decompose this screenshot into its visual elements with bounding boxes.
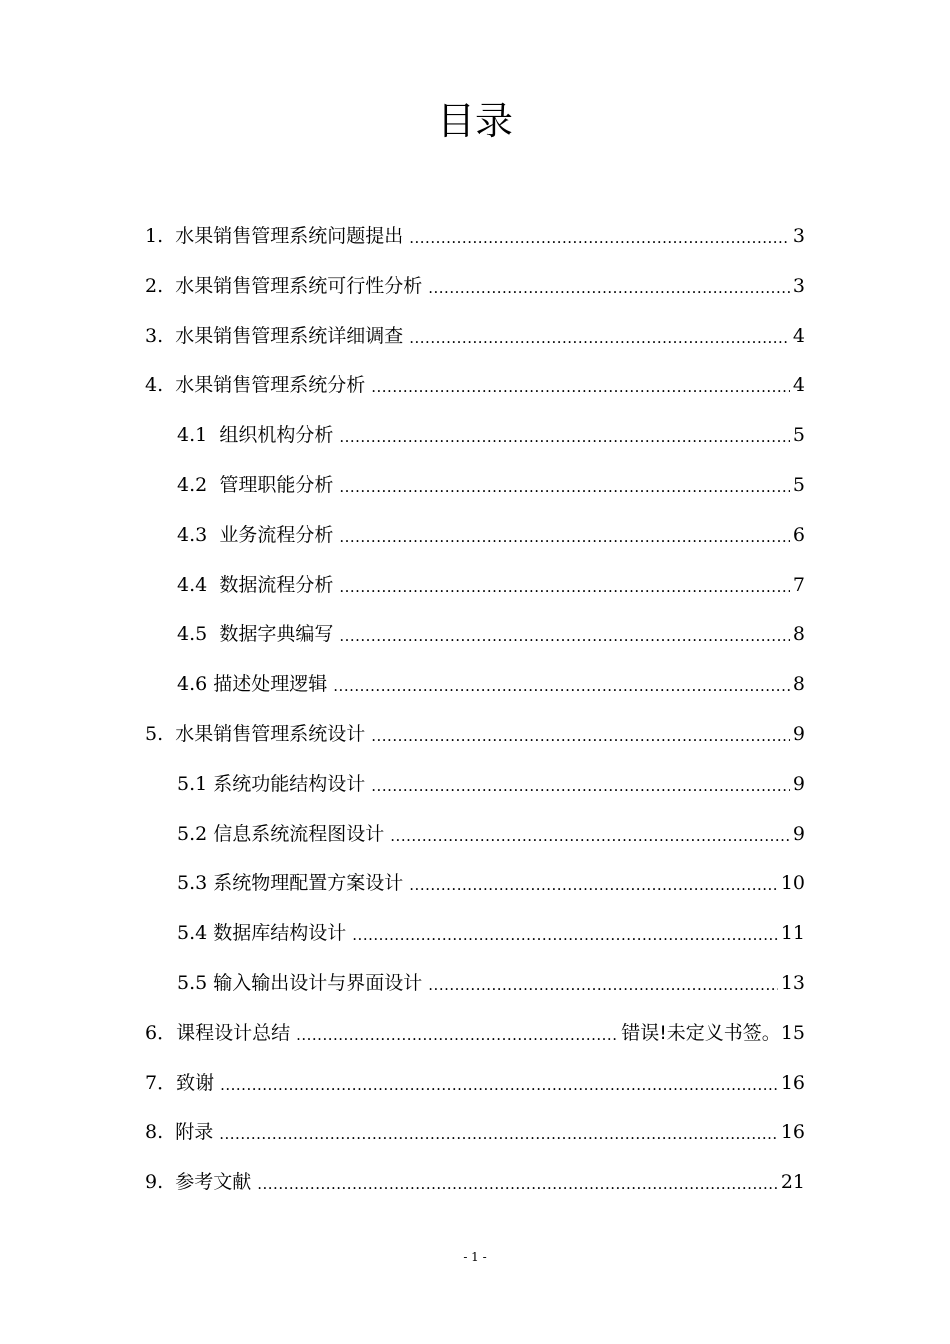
toc-entry-title: 系统物理配置方案设计 — [213, 872, 404, 894]
toc-entry-number: 6． — [145, 1022, 177, 1044]
toc-entry-page-number: 10 — [780, 872, 805, 894]
toc-entry-page-number: 11 — [780, 922, 805, 944]
toc-dot-leader — [333, 674, 790, 698]
toc-entry-title: 水果销售管理系统可行性分析 — [175, 275, 423, 297]
toc-entry-number: 3. — [145, 325, 164, 347]
toc-entry-number: 5. — [145, 723, 164, 745]
toc-dot-leader — [428, 276, 790, 300]
toc-entry-number: 4.3 — [177, 524, 208, 546]
page-title: 目录 — [436, 99, 513, 143]
toc-dot-leader — [409, 226, 790, 250]
toc-entry-title: 数据流程分析 — [219, 574, 334, 596]
toc-entry-spacer — [207, 571, 219, 599]
toc-entry-page-number: 9 — [792, 823, 805, 845]
toc-entry-title: 参考文献 — [175, 1171, 252, 1193]
toc-entry-number: 8. — [145, 1121, 164, 1143]
toc-entry[interactable] — [177, 571, 805, 599]
toc-entry[interactable] — [145, 222, 805, 250]
toc-dot-leader — [428, 973, 778, 997]
toc-dot-leader — [219, 1122, 778, 1146]
toc-entry-error-note: 错误!未定义书签。 — [621, 1022, 781, 1044]
toc-entry-spacer — [163, 1168, 175, 1196]
toc-entry-spacer — [163, 1118, 175, 1146]
toc-entry-number: 5.3 — [177, 872, 208, 894]
toc-dot-leader — [390, 824, 790, 848]
toc-dot-leader — [339, 475, 790, 499]
toc-entry-title: 描述处理逻辑 — [213, 673, 328, 695]
toc-dot-leader — [339, 525, 790, 549]
page-number-footer: - 1 - — [463, 1250, 487, 1264]
toc-entry-number: 5.1 — [177, 773, 208, 795]
toc-entry-page-number: 8 — [792, 623, 805, 645]
toc-entry-number: 5.4 — [177, 922, 208, 944]
toc-entry-spacer — [207, 620, 219, 648]
toc-entry-title: 课程设计总结 — [176, 1022, 291, 1044]
toc-entry-spacer — [207, 521, 219, 549]
toc-dot-leader — [409, 326, 790, 350]
toc-entry[interactable] — [177, 421, 805, 449]
toc-entry-title: 数据字典编写 — [219, 623, 334, 645]
toc-entry-page-number: 9 — [792, 773, 805, 795]
toc-entry[interactable] — [177, 869, 805, 897]
toc-entry-spacer — [163, 371, 175, 399]
toc-entry[interactable] — [177, 820, 805, 848]
toc-entry[interactable] — [145, 371, 805, 399]
toc-entry-page-number: 4 — [792, 325, 805, 347]
toc-entry-page-number: 7 — [792, 574, 805, 596]
toc-entry-title: 组织机构分析 — [219, 424, 334, 446]
toc-entry-number: 4.5 — [177, 623, 208, 645]
toc-entry-title: 水果销售管理系统问题提出 — [175, 225, 404, 247]
toc-entry-number: 7． — [145, 1072, 177, 1094]
toc-dot-leader — [296, 1023, 618, 1047]
toc-entry-page-number: 16 — [780, 1121, 805, 1143]
toc-entry-page-number: 3 — [792, 225, 805, 247]
toc-entry[interactable] — [177, 670, 805, 698]
toc-entry[interactable] — [145, 322, 805, 350]
toc-entry-page-number: 21 — [780, 1171, 805, 1193]
toc-entry-spacer — [163, 720, 175, 748]
toc-entry-page-number: 9 — [792, 723, 805, 745]
toc-dot-leader — [339, 425, 790, 449]
toc-entry-spacer — [207, 471, 219, 499]
toc-dot-leader — [257, 1172, 778, 1196]
toc-dot-leader — [220, 1073, 778, 1097]
toc-entry[interactable] — [145, 1118, 805, 1146]
toc-entry[interactable] — [177, 471, 805, 499]
toc-entry-number: 4.4 — [177, 574, 208, 596]
toc-entry-spacer — [163, 272, 175, 300]
toc-entry-spacer — [163, 222, 175, 250]
toc-dot-leader — [371, 375, 790, 399]
toc-entry[interactable] — [145, 1168, 805, 1196]
toc-entry-number: 5.5 — [177, 972, 208, 994]
toc-entry[interactable] — [145, 272, 805, 300]
toc-entry-number: 4.6 — [177, 673, 208, 695]
toc-entry-page-number: 8 — [792, 673, 805, 695]
toc-dot-leader — [339, 575, 790, 599]
toc-entry[interactable] — [145, 1019, 805, 1047]
toc-entry-spacer — [163, 322, 175, 350]
toc-entry-title: 输入输出设计与界面设计 — [213, 972, 423, 994]
toc-entry-number: 9. — [145, 1171, 164, 1193]
toc-entry-number: 1. — [145, 225, 164, 247]
toc-entry-title: 管理职能分析 — [219, 474, 334, 496]
toc-dot-leader — [339, 624, 790, 648]
toc-entry-title: 水果销售管理系统设计 — [175, 723, 366, 745]
toc-entry-spacer — [207, 421, 219, 449]
toc-entry[interactable] — [177, 919, 805, 947]
toc-dot-leader — [352, 923, 778, 947]
toc-entry-page-number: 5 — [792, 474, 805, 496]
toc-entry-title: 水果销售管理系统详细调查 — [175, 325, 404, 347]
toc-entry-page-number: 5 — [792, 424, 805, 446]
toc-entry[interactable] — [177, 969, 805, 997]
toc-entry-page-number: 3 — [792, 275, 805, 297]
toc-entry[interactable] — [177, 620, 805, 648]
toc-entry-page-number: 6 — [792, 524, 805, 546]
toc-entry-page-number: 4 — [792, 374, 805, 396]
toc-entry-title: 数据库结构设计 — [213, 922, 347, 944]
toc-entry-page-number: 16 — [780, 1072, 805, 1094]
toc-entry[interactable] — [145, 1069, 805, 1097]
toc-entry[interactable] — [145, 720, 805, 748]
toc-entry-title: 信息系统流程图设计 — [213, 823, 385, 845]
toc-entry-number: 5.2 — [177, 823, 208, 845]
toc-entry[interactable] — [177, 521, 805, 549]
toc-entry-title: 业务流程分析 — [219, 524, 334, 546]
toc-entry-title: 水果销售管理系统分析 — [175, 374, 366, 396]
toc-dot-leader — [371, 774, 790, 798]
toc-entry-title: 附录 — [175, 1121, 214, 1143]
toc-entry[interactable] — [177, 770, 805, 798]
toc-entry-title: 系统功能结构设计 — [213, 773, 366, 795]
toc-entry-number: 2. — [145, 275, 164, 297]
toc-dot-leader — [409, 873, 778, 897]
toc-entry-page-number: 13 — [780, 972, 805, 994]
toc-entry-page-number: 15 — [780, 1022, 805, 1044]
toc-entry-number: 4.2 — [177, 474, 208, 496]
toc-entry-title: 致谢 — [176, 1072, 215, 1094]
toc-dot-leader — [371, 724, 790, 748]
toc-entry-number: 4.1 — [177, 424, 208, 446]
toc-entry-number: 4. — [145, 374, 164, 396]
